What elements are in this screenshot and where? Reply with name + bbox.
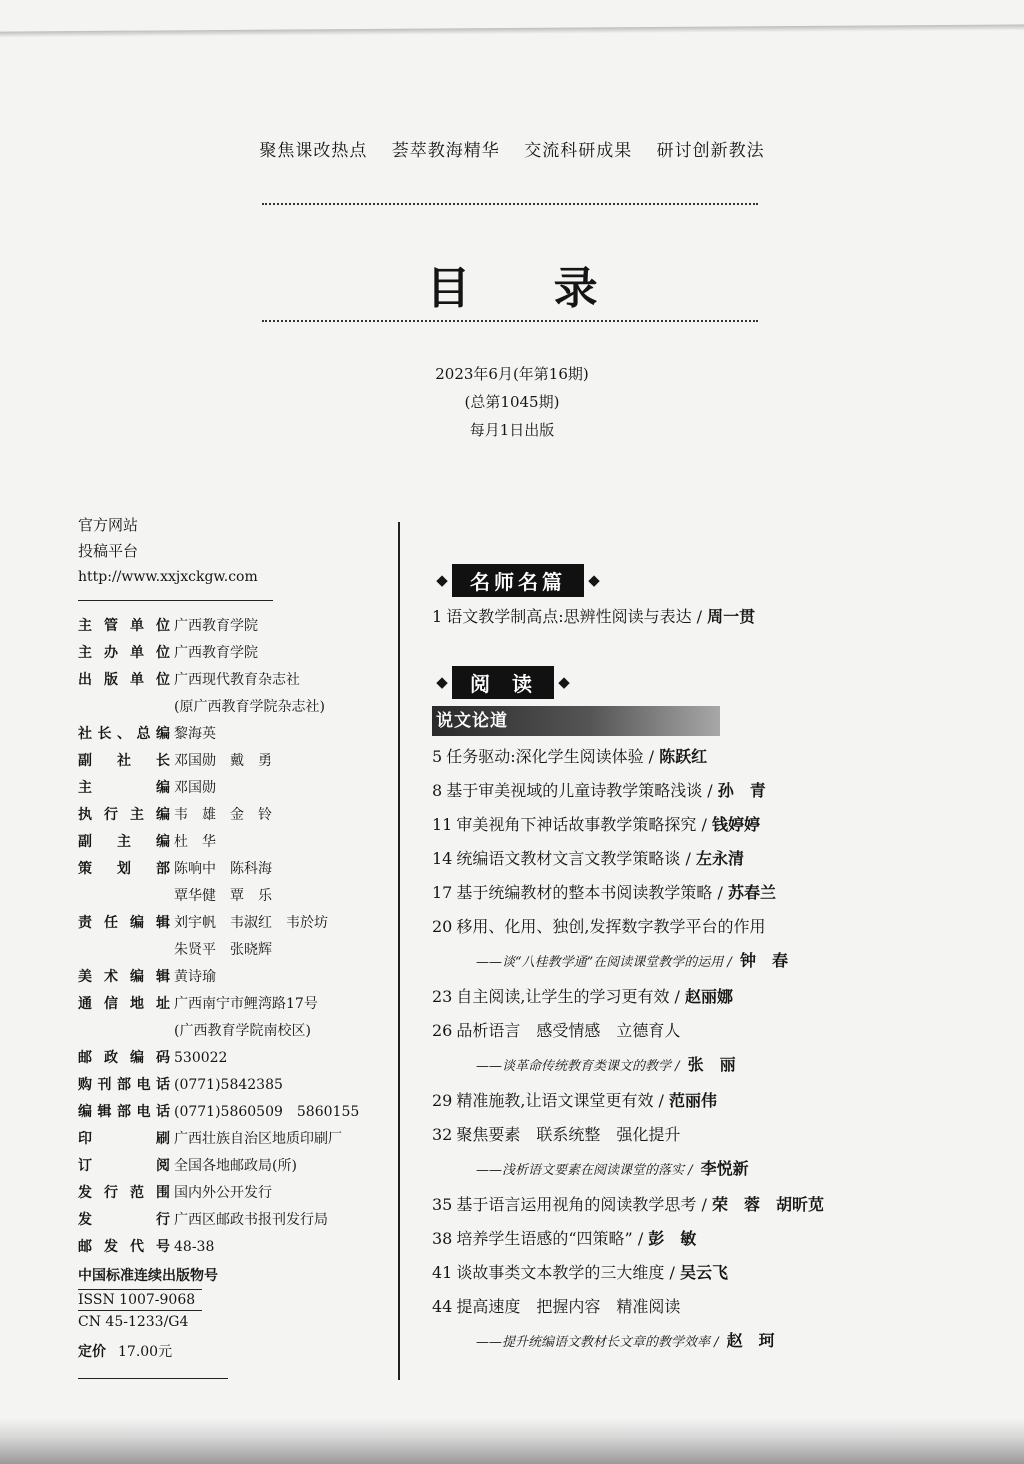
masthead-row: [78, 910, 388, 937]
toc-subtitle[interactable]: ——提升统编语文教材长文章的教学效率 / 赵 珂: [476, 1331, 775, 1350]
toc-title: 基于语言运用视角的阅读教学思考: [456, 1195, 697, 1214]
masthead-label: 发行范围: [78, 1185, 170, 1201]
masthead-value: 覃华健 覃 乐: [174, 888, 272, 904]
masthead-row: [78, 640, 388, 667]
toc-author: 孙 青: [717, 781, 766, 800]
masthead-value: 广西区邮政书报刊发行局: [174, 1212, 328, 1228]
masthead-row: [78, 964, 388, 991]
masthead-row: [78, 937, 388, 964]
section-header-mingshi: [432, 560, 912, 600]
price-value: 17.00元: [118, 1344, 173, 1360]
masthead-row: [78, 856, 388, 883]
masthead: [78, 512, 388, 1365]
masthead-value: 刘宇帆 韦淑红 韦於坊: [174, 915, 328, 931]
masthead-value: 广西现代教育杂志社: [174, 672, 300, 688]
toc-subtitle[interactable]: ——谈革命传统教育类课文的教学 / 张 丽: [476, 1055, 736, 1074]
masthead-row: [78, 829, 388, 856]
masthead-value: 黄诗瑜: [174, 969, 216, 985]
price-label: 定价: [78, 1344, 106, 1360]
site-block: [78, 512, 388, 590]
masthead-value: 邓国勋 戴 勇: [174, 753, 272, 769]
masthead-value: (0771)5842385: [174, 1077, 283, 1093]
masthead-row: [78, 1234, 388, 1261]
masthead-rows: [78, 613, 388, 1261]
masthead-row: [78, 667, 388, 694]
slogan-2: 荟萃教海精华: [391, 141, 500, 161]
masthead-value: 广西教育学院: [174, 618, 258, 634]
masthead-label: 副主编: [78, 834, 170, 850]
issue-info: [0, 360, 1024, 444]
section-title-yuedu: 阅读: [452, 666, 554, 699]
masthead-label: 主 编: [78, 780, 170, 796]
toc-entry[interactable]: 29 精准施教,让语文课堂更有效 / 范丽伟: [432, 1091, 718, 1110]
masthead-label: [78, 1018, 170, 1045]
toc-subtitle-text: ——浅析语文要素在阅读课堂的落实: [476, 1163, 685, 1178]
masthead-label: 策划部: [78, 861, 170, 877]
masthead-value: 530022: [174, 1050, 228, 1066]
masthead-label: 通信地址: [78, 996, 170, 1012]
column-banner: 说文论道: [432, 706, 720, 736]
issue-date: 2023年6月(年第16期): [435, 365, 589, 383]
masthead-label: 主管单位: [78, 618, 170, 634]
column-divider: [398, 522, 400, 1380]
slogan-line: [0, 136, 1024, 161]
toc-title: 语文教学制高点:思辨性阅读与表达: [446, 607, 692, 626]
masthead-value: 全国各地邮政局(所): [174, 1158, 297, 1174]
masthead-label: 社长、总编: [78, 726, 170, 742]
toc-author: 李悦新: [700, 1159, 749, 1178]
toc-subtitle[interactable]: ——浅析语文要素在阅读课堂的落实 / 李悦新: [476, 1159, 749, 1178]
toc-page-number: 11: [432, 815, 453, 834]
page-title: 目 录: [426, 263, 632, 314]
toc-page-number: 23: [432, 987, 453, 1006]
section-header-yuedu: [432, 662, 912, 702]
toc-page-number: 38: [432, 1229, 453, 1248]
table-of-contents: [432, 560, 912, 1360]
toc-author: 张 丽: [687, 1055, 736, 1074]
toc-entry[interactable]: 41 谈故事类文本教学的三大维度 / 吴云飞: [432, 1263, 728, 1282]
masthead-label: 发 行: [78, 1212, 170, 1228]
masthead-value: (原广西教育学院杂志社): [174, 699, 325, 715]
slogan-1: 聚焦课改热点: [259, 141, 368, 161]
masthead-label: 美术编辑: [78, 969, 170, 985]
site-label-2: 投稿平台: [78, 542, 139, 560]
toc-entry[interactable]: [432, 1290, 912, 1324]
scan-edge-bottom: [0, 1418, 1024, 1464]
masthead-row: [78, 1072, 388, 1099]
toc-title: 统编语文教材文言文教学策略谈: [456, 849, 681, 868]
toc-title: 谈故事类文本教学的三大维度: [456, 1263, 665, 1282]
toc-page-number: 32: [432, 1125, 453, 1144]
masthead-label: 邮发代号: [78, 1239, 170, 1255]
toc-entry[interactable]: [432, 1118, 912, 1152]
masthead-label: 出版单位: [78, 672, 170, 688]
toc-entry[interactable]: [432, 910, 912, 944]
masthead-row: [78, 694, 388, 721]
cn-standard-label: 中国标准连续出版物号: [78, 1268, 218, 1284]
toc-subtitle-text: ——提升统编语文教材长文章的教学效率: [476, 1335, 711, 1350]
toc-author: 吴云飞: [679, 1263, 728, 1282]
toc-page-number: 5: [432, 747, 443, 766]
toc-title: 培养学生语感的“四策略”: [456, 1229, 633, 1248]
masthead-value: 国内外公开发行: [174, 1185, 272, 1201]
masthead-value: 陈响中 陈科海: [174, 861, 272, 877]
masthead-label: 编辑部电话: [78, 1104, 170, 1120]
toc-author: 钟 春: [739, 951, 788, 970]
masthead-value: 48-38: [174, 1239, 215, 1255]
masthead-row: [78, 1180, 388, 1207]
toc-subtitle-text: ——谈革命传统教育类课文的教学: [476, 1059, 672, 1074]
scan-edge-top: [0, 24, 1024, 37]
toc-entry[interactable]: [432, 1014, 912, 1048]
masthead-value: 邓国勋: [174, 780, 216, 796]
masthead-row: [78, 1207, 388, 1234]
toc-title: 审美视角下神话故事教学策略探究: [456, 815, 697, 834]
masthead-row: [78, 1045, 388, 1072]
toc-title: 自主阅读,让学生的学习更有效: [456, 987, 670, 1006]
masthead-row: [78, 775, 388, 802]
site-url[interactable]: http://www.xxjxckgw.com: [78, 569, 258, 585]
masthead-label: [78, 883, 170, 910]
toc-author: 左永清: [695, 849, 744, 868]
masthead-row: [78, 1018, 388, 1045]
toc-author: 苏春兰: [727, 883, 776, 902]
masthead-value: 杜 华: [174, 834, 216, 850]
dotted-divider-top: [262, 203, 758, 205]
toc-title: 任务驱动:深化学生阅读体验: [446, 747, 644, 766]
section-entries-yuedu: [432, 740, 912, 1360]
masthead-row: [78, 721, 388, 748]
toc-title: 基于统编教材的整本书阅读教学策略: [456, 883, 713, 902]
masthead-label: [78, 694, 170, 721]
masthead-row: [78, 991, 388, 1018]
toc-author: 钱婷婷: [711, 815, 760, 834]
toc-subtitle-text: ——谈“八桂教学通”在阅读课堂教学的运用: [476, 955, 724, 970]
toc-subtitle[interactable]: ——谈“八桂教学通”在阅读课堂教学的运用 / 钟 春: [476, 951, 788, 970]
diamond-icon: ◆: [558, 673, 570, 691]
toc-entry[interactable]: 1 语文教学制高点:思辨性阅读与表达 / 周一贯: [432, 607, 756, 626]
toc-page-number: 26: [432, 1021, 453, 1040]
cn-number: CN 45-1233/G4: [78, 1314, 189, 1330]
dotted-divider-bottom: [262, 320, 758, 322]
toc-author: 周一贯: [707, 607, 756, 626]
price: [78, 1339, 388, 1365]
toc-page-number: 35: [432, 1195, 453, 1214]
masthead-label: 主办单位: [78, 645, 170, 661]
toc-page-number: 1: [432, 607, 443, 626]
toc-entry[interactable]: 11 审美视角下神话故事教学策略探究 / 钱婷婷: [432, 815, 760, 834]
toc-title: 提高速度 把握内容 精准阅读: [456, 1297, 681, 1316]
toc-title: 基于审美视域的儿童诗教学策略浅谈: [446, 781, 703, 800]
toc-entry[interactable]: 5 任务驱动:深化学生阅读体验 / 陈跃红: [432, 747, 708, 766]
diamond-icon: ◆: [436, 673, 448, 691]
masthead-row: [78, 1126, 388, 1153]
toc-author: 陈跃红: [659, 747, 708, 766]
masthead-row: [78, 1099, 388, 1126]
toc-author: 赵丽娜: [685, 987, 734, 1006]
issn-number: ISSN 1007-9068: [78, 1289, 202, 1311]
masthead-value: 黎海英: [174, 726, 216, 742]
toc-entry[interactable]: 14 统编语文教材文言文教学策略谈 / 左永清: [432, 849, 744, 868]
masthead-label: 印 刷: [78, 1131, 170, 1147]
toc-author: 赵 珂: [726, 1331, 775, 1350]
masthead-label: 责任编辑: [78, 915, 170, 931]
masthead-value: 广西教育学院: [174, 645, 258, 661]
slogan-4: 研讨创新教法: [656, 141, 765, 161]
toc-entry[interactable]: 8 基于审美视域的儿童诗教学策略浅谈 / 孙 青: [432, 781, 766, 800]
masthead-label: [78, 937, 170, 964]
masthead-label: 执行主编: [78, 807, 170, 823]
section-title-mingshi: 名师名篇: [452, 564, 584, 597]
masthead-value: 广西南宁市鲤湾路17号: [174, 996, 318, 1012]
masthead-divider: [78, 600, 273, 601]
masthead-value: 广西壮族自治区地质印刷厂: [174, 1131, 342, 1147]
masthead-row: [78, 613, 388, 640]
toc-page-number: 17: [432, 883, 453, 902]
toc-title: 聚焦要素 联系统整 强化提升: [456, 1125, 681, 1144]
masthead-value: 朱贤平 张晓辉: [174, 942, 272, 958]
toc-title: 品析语言 感受情感 立德育人: [456, 1021, 681, 1040]
diamond-icon: ◆: [588, 571, 600, 589]
diamond-icon: ◆: [436, 571, 448, 589]
toc-entry[interactable]: 35 基于语言运用视角的阅读教学思考 / 荣 蓉 胡昕苋: [432, 1195, 824, 1214]
toc-author: 荣 蓉 胡昕苋: [711, 1195, 824, 1214]
toc-page-number: 8: [432, 781, 443, 800]
toc-page-number: 41: [432, 1263, 453, 1282]
masthead-bottom-rule: [78, 1378, 228, 1379]
masthead-label: 购刊部电话: [78, 1077, 170, 1093]
slogan-3: 交流科研成果: [524, 141, 633, 161]
masthead-row: [78, 802, 388, 829]
masthead-label: 订 阅: [78, 1158, 170, 1174]
toc-author: 范丽伟: [669, 1091, 718, 1110]
masthead-label: 副社长: [78, 753, 170, 769]
toc-title: 移用、化用、独创,发挥数字教学平台的作用: [456, 917, 766, 936]
masthead-row: [78, 748, 388, 775]
issue-frequency: 每月1日出版: [469, 421, 555, 439]
site-label-1: 官方网站: [78, 516, 139, 534]
masthead-label: 邮政编码: [78, 1050, 170, 1066]
masthead-value: (0771)5860509 5860155: [174, 1104, 360, 1120]
masthead-row: [78, 1153, 388, 1180]
toc-page-number: 14: [432, 849, 453, 868]
toc-author: 彭 敏: [648, 1229, 697, 1248]
toc-title: 精准施教,让语文课堂更有效: [456, 1091, 654, 1110]
toc-entry[interactable]: 38 培养学生语感的“四策略” / 彭 敏: [432, 1229, 697, 1248]
section-entries-mingshi: [432, 600, 912, 634]
toc-page-number: 20: [432, 917, 453, 936]
toc-page-number: 44: [432, 1297, 453, 1316]
toc-entry[interactable]: 17 基于统编教材的整本书阅读教学策略 / 苏春兰: [432, 883, 776, 902]
issue-total: (总第1045期): [464, 393, 560, 411]
masthead-row: [78, 883, 388, 910]
toc-entry[interactable]: 23 自主阅读,让学生的学习更有效 / 赵丽娜: [432, 987, 734, 1006]
masthead-value: 韦 雄 金 铃: [174, 807, 272, 823]
toc-page-number: 29: [432, 1091, 453, 1110]
masthead-value: (广西教育学院南校区): [174, 1023, 311, 1039]
